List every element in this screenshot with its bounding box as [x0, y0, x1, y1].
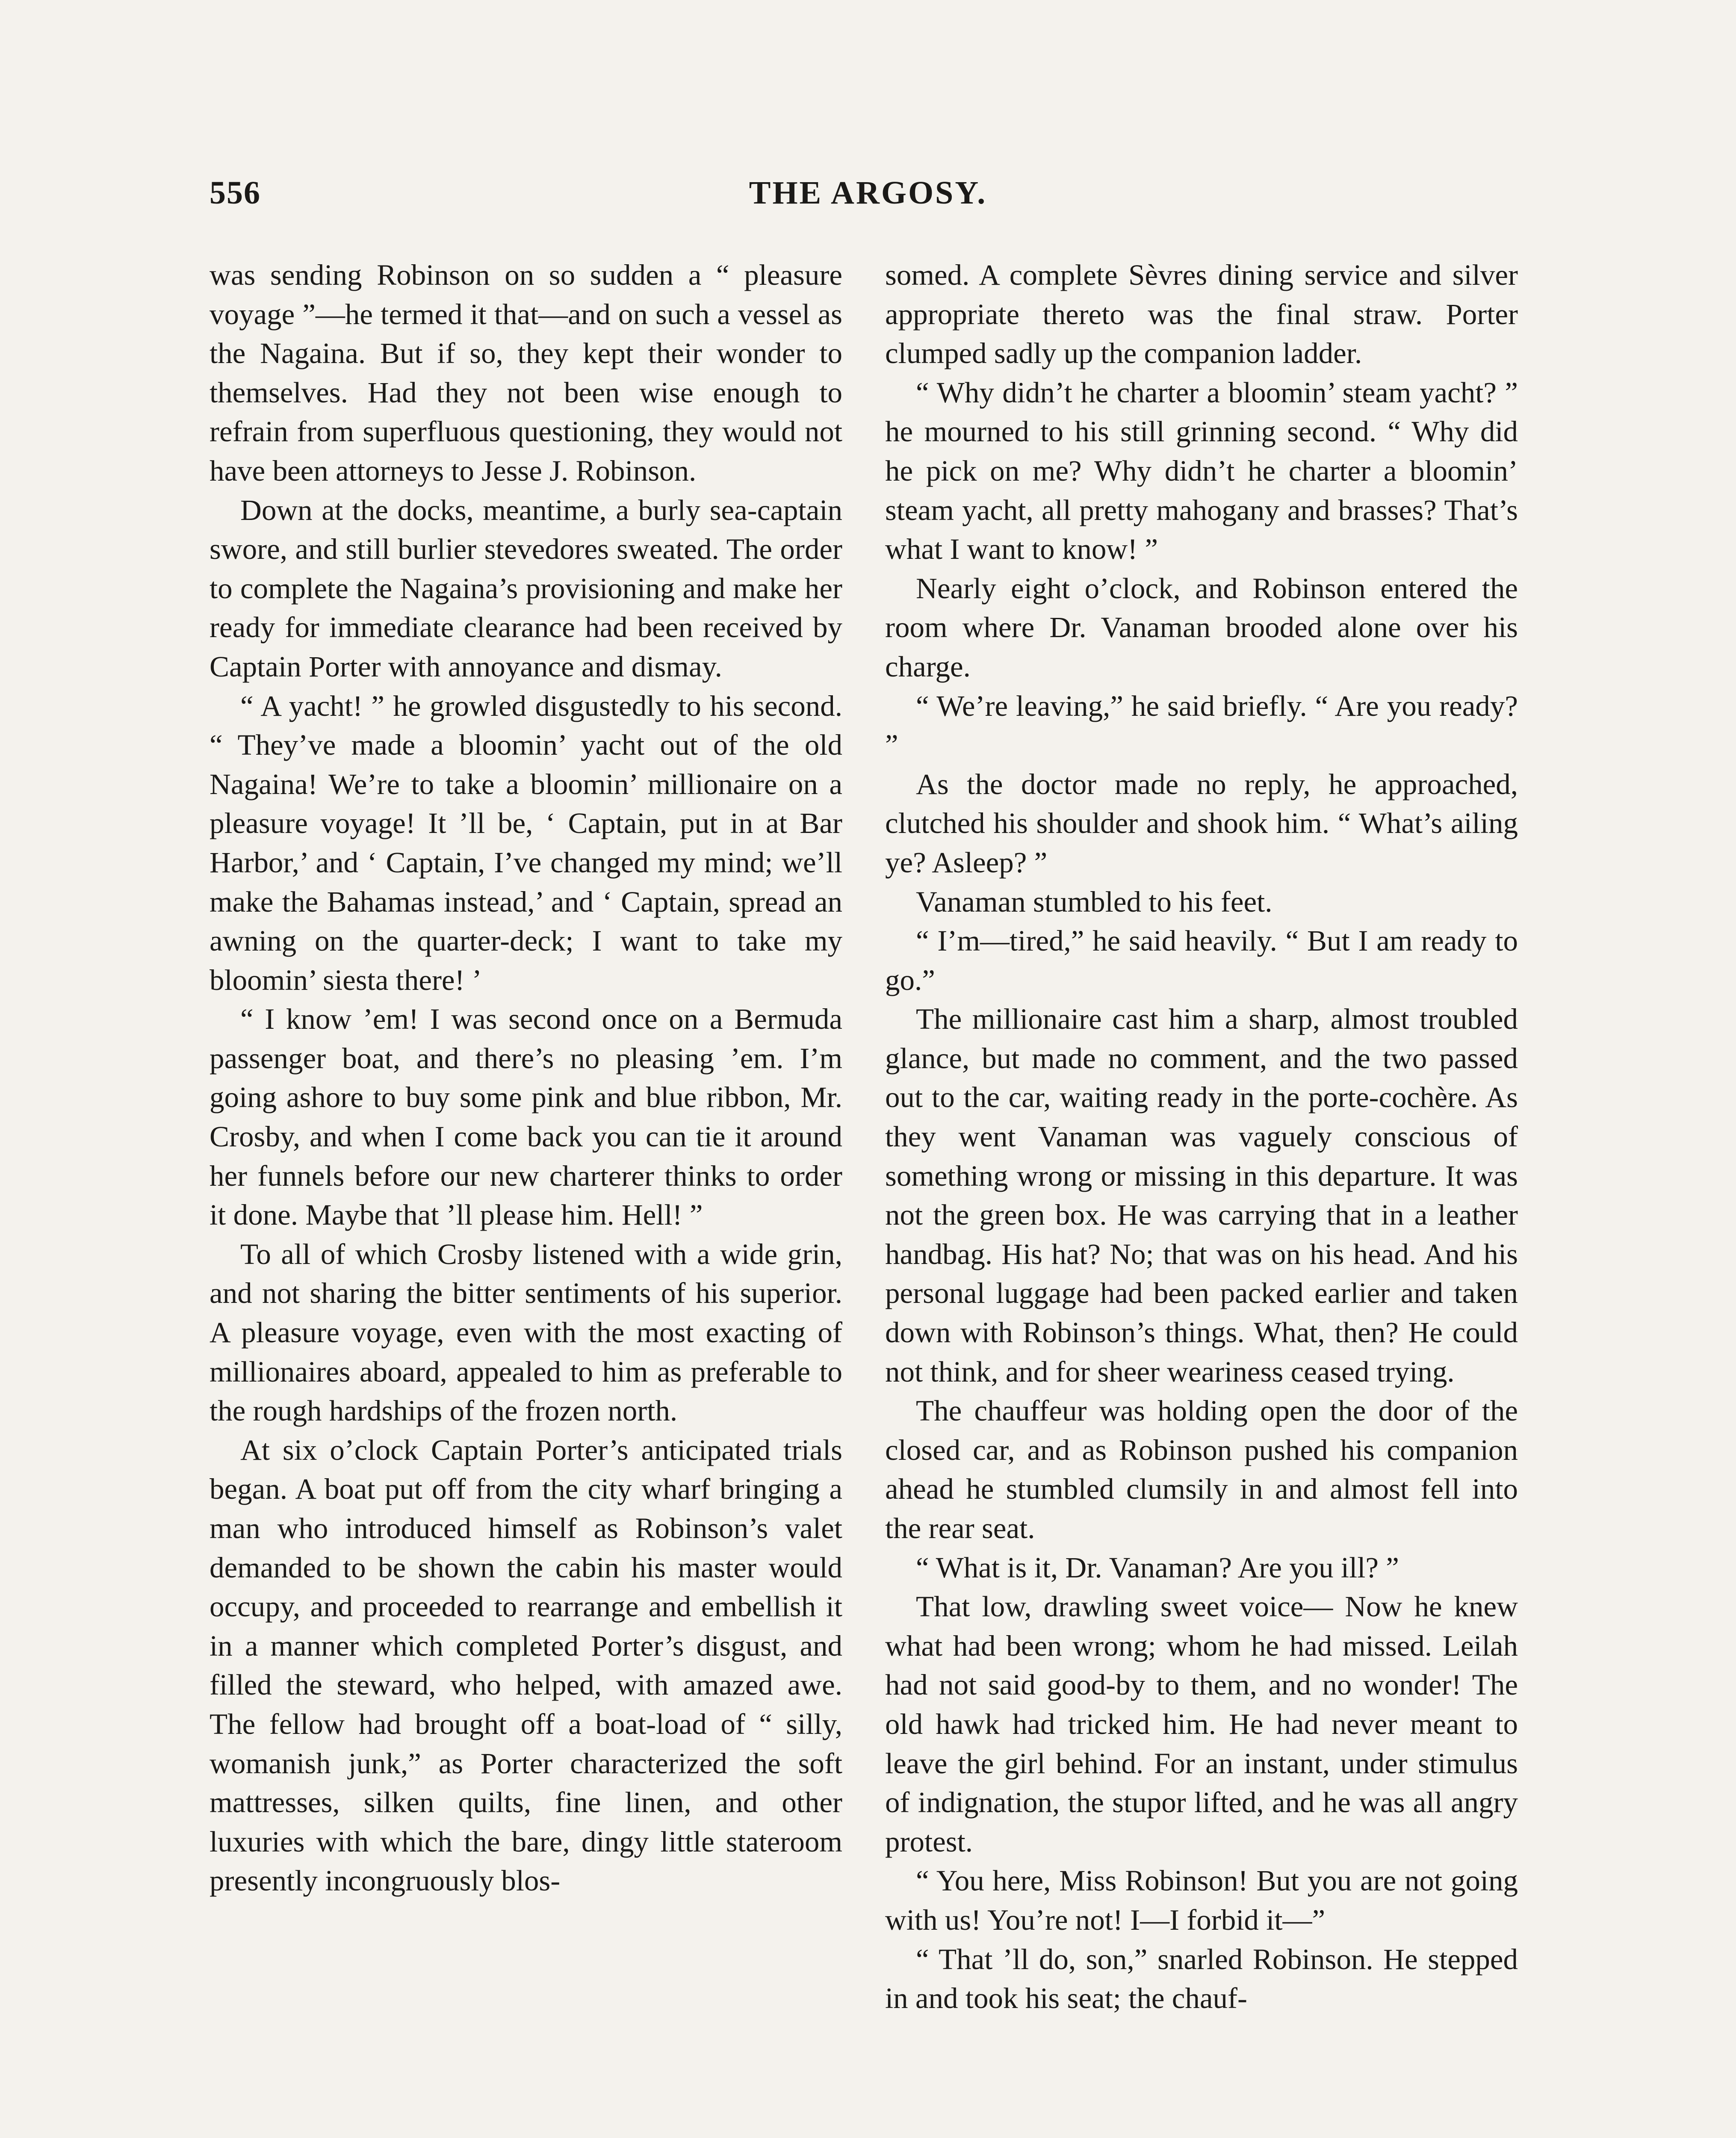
left-column	[210, 256, 842, 2138]
paragraph: “ I know ’em! I was second once on a Bermuda passenger boat, and there’s no pleasing ’em. I’m going ashore to buy some pink and blue ribbon, Mr. Crosby, and when I come back you can tie it around her funnels before our new charterer thinks to order it done. Maybe that ’ll please him. Hell! ”	[210, 1003, 842, 1231]
paragraph: As the doctor made no reply, he approached, clutched his shoulder and shook him. “ What’s ailing ye? Asleep? ”	[885, 768, 1518, 879]
paragraph: That low, drawling sweet voice— Now he knew what had been wrong; whom he had missed. Leilah had not said good-by to them, and no wonder! The old hawk had tricked him. He had never meant to leave the girl behind. For an instant, under stimulus of indignation, the stupor lifted, and he was all angry protest.	[885, 1590, 1518, 1858]
paragraph: Nearly eight o’clock, and Robinson entered the room where Dr. Vanaman brooded alone over his charge.	[885, 572, 1518, 683]
paragraph: somed. A complete Sèvres dining service and silver appropriate thereto was the final straw. Porter clumped sadly up the companion ladder.	[885, 259, 1518, 370]
paragraph: The chauffeur was holding open the door of the closed car, and as Robinson pushed his companion ahead he stumbled clumsily in and almost fell into the rear seat.	[885, 1394, 1518, 1544]
paragraph: “ That ’ll do, son,” snarled Robinson. He stepped in and took his seat; the chauf-	[885, 1943, 1518, 2015]
paragraph: “ You here, Miss Robinson! But you are not going with us! You’re not! I—I forbid it—”	[885, 1864, 1518, 1936]
paragraph: To all of which Crosby listened with a wide grin, and not sharing the bitter sentiments of his superior. A pleasure voyage, even with the most exacting of millionaires aboard, appealed to him as preferable to the rough hardships of the frozen north.	[210, 1237, 842, 1427]
paragraph: “ We’re leaving,” he said briefly. “ Are you ready? ”	[885, 689, 1518, 762]
paragraph: “ A yacht! ” he growled disgustedly to his second. “ They’ve made a bloomin’ yacht out of the old Nagaina! We’re to take a bloomin’ millionaire on a pleasure voyage! It ’ll be, ‘ Captain, put in at Bar Harbor,’ and ‘ Captain, I’ve changed my mind; we’ll make the Bahamas instead,’ and ‘ Captain, spread an awning on the quarter-deck; I want to take my bloomin’ siesta there! ’	[210, 689, 842, 996]
running-head: THE ARGOSY.	[749, 175, 987, 211]
page-number: 556	[210, 175, 261, 211]
paragraph: At six o’clock Captain Porter’s anticipated trials began. A boat put off from the city wharf bringing a man who introduced himself as Robinson’s valet demanded to be shown the cabin his master would occupy, and proceeded to rearrange and embellish it in a manner which completed Porter’s disgust, and filled the steward, who helped, with amazed awe. The fellow had brought off a boat-load of “ silly, womanish junk,” as Porter characterized the soft mattresses, silken quilts, fine linen, and other luxuries with which the bare, dingy little stateroom presently incongruously blos-	[210, 1433, 842, 1897]
right-column	[885, 256, 1518, 2138]
page-header	[210, 174, 1526, 221]
paragraph: was sending Robinson on so sudden a “ pleasure voyage ”—he termed it that—and on such a vessel as the Nagaina. But if so, they kept their wonder to themselves. Had they not been wise enough to refrain from superfluous questioning, they would not have been attorneys to Jesse J. Robinson.	[210, 259, 842, 487]
paragraph: Vanaman stumbled to his feet.	[916, 885, 1272, 918]
paragraph: Down at the docks, meantime, a burly sea-captain swore, and still burlier stevedores sweated. The order to complete the Nagaina’s provisioning and make her ready for immediate clearance had been received by Captain Porter with annoyance and dismay.	[210, 493, 842, 683]
paragraph: “ I’m—tired,” he said heavily. “ But I am ready to go.”	[885, 924, 1518, 996]
paragraph: “ What is it, Dr. Vanaman? Are you ill? ”	[916, 1551, 1399, 1584]
paragraph: The millionaire cast him a sharp, almost troubled glance, but made no comment, and the two passed out to the car, waiting ready in the porte-cochère. As they went Vanaman was vaguely conscious of something wrong or missing in this departure. It was not the green box. He was carrying that in a leather handbag. His hat? No; that was on his head. And his personal luggage had been packed earlier and taken down with Robinson’s things. What, then? He could not think, and for sheer weariness ceased trying.	[885, 1003, 1518, 1388]
paragraph: “ Why didn’t he charter a bloomin’ steam yacht? ” he mourned to his still grinning second. “ Why did he pick on me? Why didn’t he charter a bloomin’ steam yacht, all pretty mahogany and brasses? That’s what I want to know! ”	[885, 376, 1518, 566]
